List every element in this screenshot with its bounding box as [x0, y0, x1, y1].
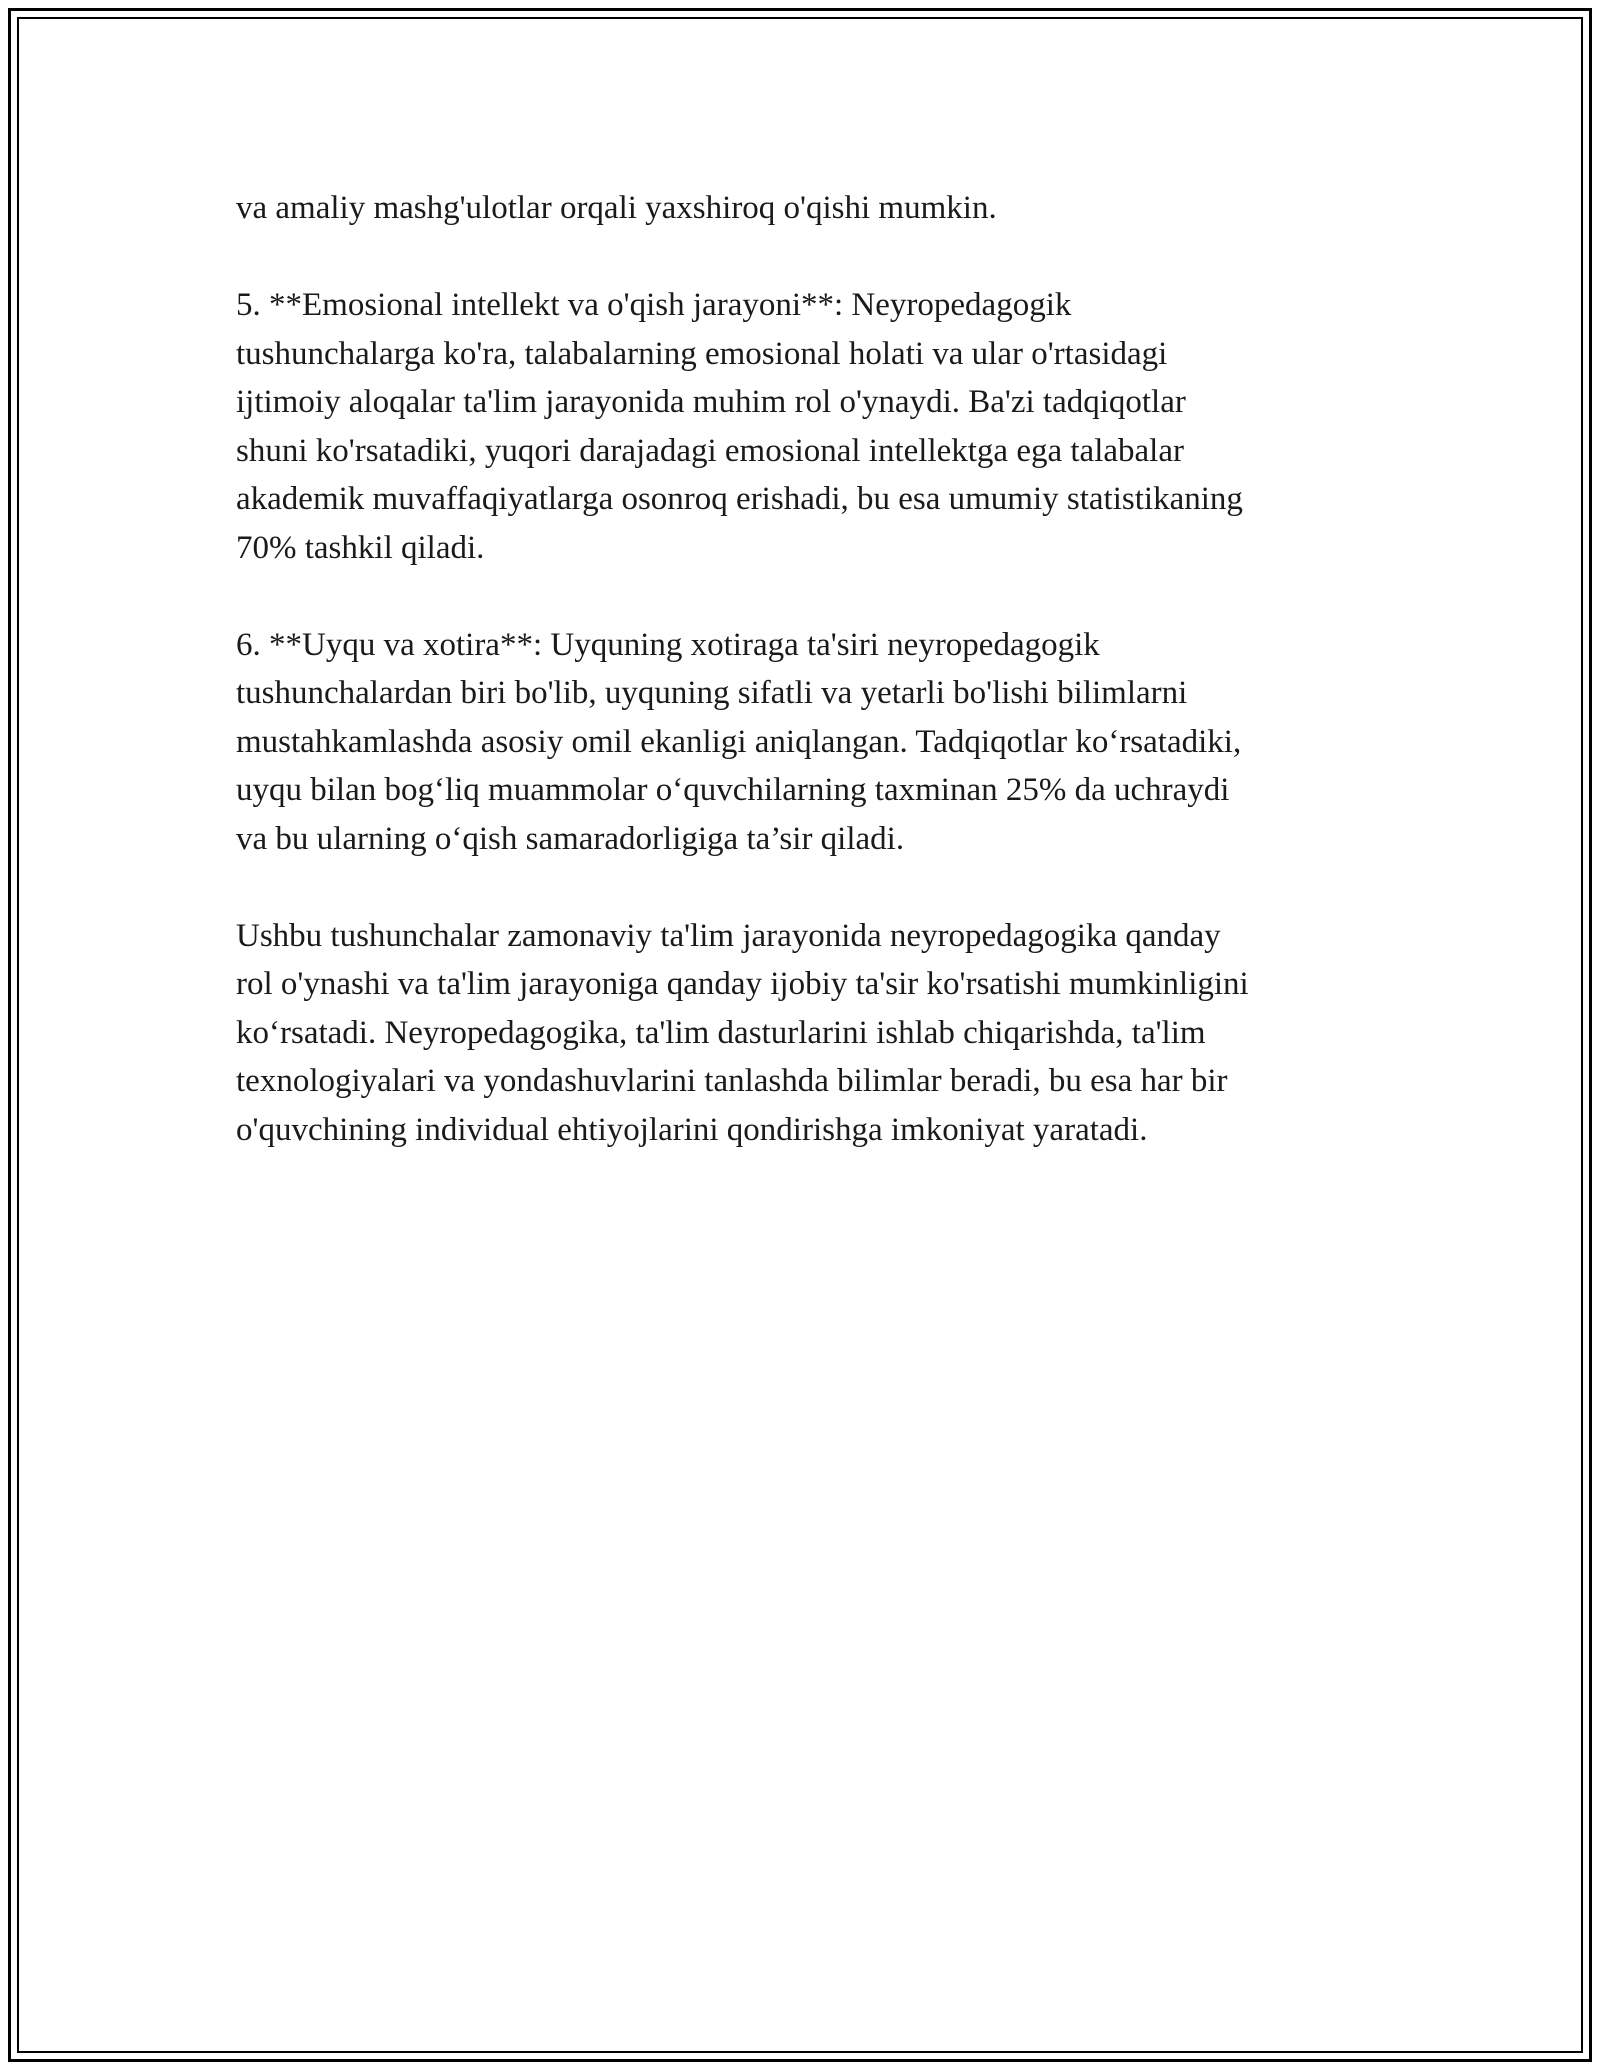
paragraph-continuation	[236, 184, 1376, 233]
text-line: 70% tashkil qiladi.	[236, 529, 485, 566]
document-body	[236, 184, 1376, 1203]
paragraph-emotional-intelligence	[236, 281, 1376, 572]
text-line: tushunchalardan biri bo'lib, uyquning sifatli va yetarli bo'lishi bilimlarni	[236, 675, 1188, 711]
text-line: shuni ko'rsatadiki, yuqori darajadagi emosional intellektga ega talabalar	[236, 432, 1184, 469]
text-line: ko‘rsatadi. Neyropedagogika, ta'lim dasturlarini ishlab chiqarishda, ta'lim	[236, 1014, 1206, 1051]
text-line: o'quvchining individual ehtiyojlarini qondirishga imkoniyat yaratadi.	[236, 1111, 1148, 1148]
paragraph-sleep-memory	[236, 621, 1376, 864]
text-line: rol o'ynashi va ta'lim jarayoniga qanday ijobiy ta'sir ko'rsatishi mumkinligini	[236, 966, 1249, 1002]
text-line: Ushbu tushunchalar zamonaviy ta'lim jarayonida neyropedagogika qanday	[236, 917, 1221, 954]
text-line: akademik muvaffaqiyatlarga osonroq erishadi, bu esa umumiy statistikaning	[236, 481, 1243, 517]
text-line: 5. **Emosional intellekt va o'qish jarayoni**: Neyropedagogik	[236, 287, 1072, 323]
text-line: va bu ularning o‘qish samaradorligiga ta’sir qiladi.	[236, 820, 905, 857]
text-line: va amaliy mashg'ulotlar orqali yaxshiroq o'qishi mumkin.	[236, 190, 997, 226]
text-line: mustahkamlashda asosiy omil ekanligi aniqlangan. Tadqiqotlar ko‘rsatadiki,	[236, 723, 1242, 760]
text-line: ijtimoiy aloqalar ta'lim jarayonida muhim rol o'ynaydi. Ba'zi tadqiqotlar	[236, 384, 1186, 420]
text-line: uyqu bilan bog‘liq muammolar o‘quvchilarning taxminan 25% da uchraydi	[236, 772, 1230, 808]
paragraph-conclusion	[236, 912, 1376, 1155]
text-line: tushunchalarga ko'ra, talabalarning emosional holati va ular o'rtasidagi	[236, 335, 1168, 372]
text-line: 6. **Uyqu va xotira**: Uyquning xotiraga ta'siri neyropedagogik	[236, 626, 1100, 663]
text-line: texnologiyalari va yondashuvlarini tanlashda bilimlar beradi, bu esa har bir	[236, 1063, 1228, 1099]
